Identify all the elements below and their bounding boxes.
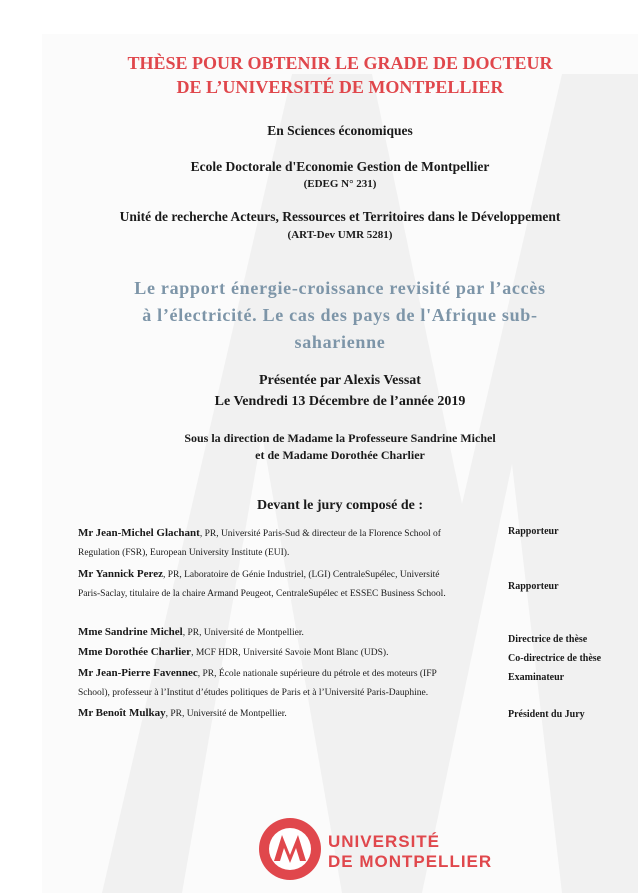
jury-name: Benoît Mulkay xyxy=(95,707,166,719)
jury-role: Co-directrice de thèse xyxy=(508,653,602,664)
doctoral-school-name: Ecole Doctorale d'Economie Gestion de Montpellier xyxy=(190,159,490,174)
jury-role: Rapporteur xyxy=(508,526,559,537)
jury-member-charlier xyxy=(78,643,498,663)
jury-affiliation-line-1: , PR, Université de Montpellier. xyxy=(182,628,304,638)
direction-line-1: Sous la direction de Madame la Professeure Sandrine Michel xyxy=(184,431,496,445)
logo-line-1: UNIVERSITÉ xyxy=(328,832,441,851)
jury-affiliation-line-2: Regulation (FSR), European University Institute (EUI). xyxy=(78,548,290,558)
jury-affiliation-line-1: , PR, Laboratoire de Génie Industriel, (LGI) CentraleSupélec, Université xyxy=(162,570,440,580)
jury-affiliation-line-1: , PR, École nationale supérieure du pétrole et des moteurs (IFP xyxy=(197,669,437,679)
research-unit-name: Unité de recherche Acteurs, Ressources et Territoires dans le Développement xyxy=(119,209,561,224)
thesis-title-line-3: saharienne xyxy=(294,332,386,352)
jury-role: Rapporteur xyxy=(508,581,559,592)
logo-line-2: DE MONTPELLIER xyxy=(328,852,493,871)
thesis-cover-page xyxy=(42,34,638,893)
jury-affiliation-line-2: Paris-Saclay, titulaire de la chaire Armand Peugeot, CentraleSupélec et ESSEC Business School. xyxy=(78,589,446,599)
doctoral-school-code: (EDEG N° 231) xyxy=(303,178,377,190)
jury-name-prefix: Mr xyxy=(78,707,94,719)
discipline: En Sciences économiques xyxy=(267,123,413,138)
jury-affiliation-line-1: , MCF HDR, Université Savoie Mont Blanc (UDS). xyxy=(191,648,389,658)
university-seal-icon xyxy=(258,817,322,881)
jury-member-mulkay xyxy=(78,704,498,724)
university-logo xyxy=(258,814,518,884)
jury-name: Yannick Perez xyxy=(95,568,163,580)
defense-date: Le Vendredi 13 Décembre de l’année 2019 xyxy=(214,394,466,409)
jury-affiliation-line-2: School), professeur à l’Institut d’études politiques de Paris et à l’Université Paris-Dauphine. xyxy=(78,688,429,698)
jury-role: Directrice de thèse xyxy=(508,634,588,645)
jury-name-prefix: Mme xyxy=(78,646,103,658)
thesis-title-line-2: à l’électricité. Le cas des pays de l'Afrique sub- xyxy=(142,305,538,325)
jury-name: Jean-Michel Glachant xyxy=(95,527,200,539)
jury-role: Examinateur xyxy=(508,672,565,683)
university-logo-text xyxy=(328,832,492,872)
jury-affiliation-line-1: , PR, Université Paris-Sud & directeur de la Florence School of xyxy=(199,529,441,539)
jury-heading: Devant le jury composé de : xyxy=(256,498,424,513)
jury-member-glachant xyxy=(78,524,498,563)
direction-line-2: et de Madame Dorothée Charlier xyxy=(255,448,425,462)
research-unit-code: (ART-Dev UMR 5281) xyxy=(287,229,393,241)
jury-name-prefix: Mme xyxy=(78,626,103,638)
jury-name: Sandrine Michel xyxy=(104,626,183,638)
jury-role: Président du Jury xyxy=(508,709,585,720)
thesis-title-line-1: Le rapport énergie-croissance revisité par l’accès xyxy=(134,278,546,298)
jury-affiliation-line-1: , PR, Université de Montpellier. xyxy=(165,709,287,719)
jury-name-prefix: Mr xyxy=(78,568,94,580)
jury-name-prefix: Mr xyxy=(78,667,94,679)
jury-member-perez xyxy=(78,565,498,604)
page-content xyxy=(42,34,638,893)
jury-name-prefix: Mr xyxy=(78,527,94,539)
jury-name: Jean-Pierre Favennec xyxy=(95,667,198,679)
title-line-2: DE L’UNIVERSITÉ DE MONTPELLIER xyxy=(176,77,504,97)
title-line-1: THÈSE POUR OBTENIR LE GRADE DE DOCTEUR xyxy=(127,53,553,73)
presented-by: Présentée par Alexis Vessat xyxy=(259,373,421,388)
jury-name: Dorothée Charlier xyxy=(104,646,192,658)
jury-member-michel xyxy=(78,623,498,643)
jury-member-favennec xyxy=(78,664,498,703)
